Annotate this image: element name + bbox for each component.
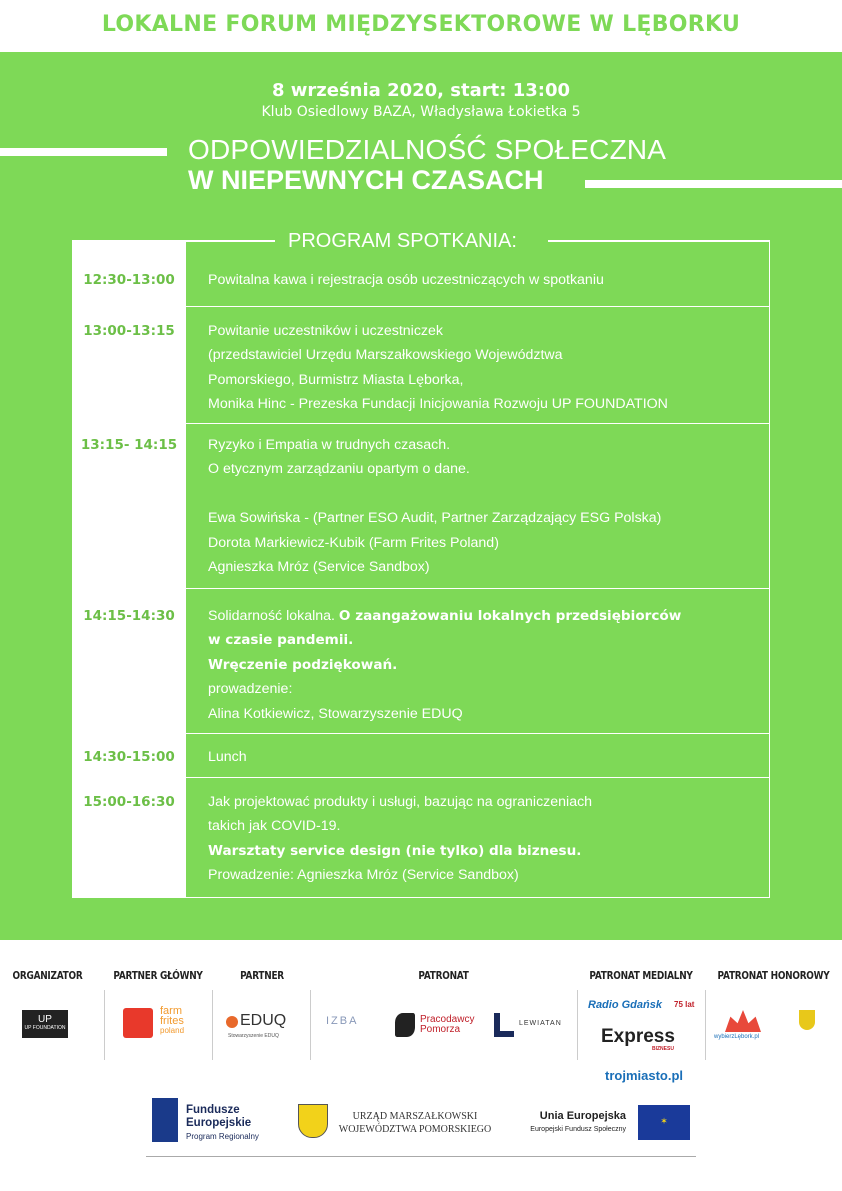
line-text: Powitalna kawa i rejestracja osób uczestniczących w spotkaniu — [208, 272, 604, 288]
line-text: Powitanie uczestników i uczestniczek — [208, 323, 443, 339]
row-time: 13:15- 14:15 — [80, 437, 178, 453]
description-line — [208, 433, 661, 457]
divider — [104, 990, 105, 1060]
divider-bar — [0, 148, 167, 156]
heading-line2: W NIEPEWNYCH CZASACH — [188, 165, 544, 195]
line-text: Pomorskiego, Burmistrz Miasta Lęborka, — [208, 371, 464, 388]
express-subtitle: BIZNESU — [652, 1046, 674, 1052]
radio-gdansk-logo: Radio Gdańsk — [588, 999, 662, 1011]
pomorskie-crest-icon — [298, 1104, 328, 1138]
line-text: prowadzenie: — [208, 681, 293, 698]
description-line — [208, 628, 681, 652]
row-description — [208, 604, 681, 726]
row-description — [208, 790, 592, 888]
divider — [310, 990, 311, 1060]
line-text: Prowadzenie: Agnieszka Mróz (Service Sandbox) — [208, 867, 519, 884]
fundusze-europejskie-logo: Fundusze Europejskie Program Regionalny — [186, 1104, 259, 1141]
description-line — [208, 368, 668, 392]
line-text: Ewa Sowińska - (Partner ESO Audit, Partner Zarządzający ESG Polska) — [208, 510, 662, 527]
lebork-icon — [725, 1010, 761, 1032]
category-partner-glowny: PARTNER GŁÓWNY — [113, 970, 203, 982]
line-bold-text: Warsztaty service design (nie tylko) dla biznesu. — [208, 842, 582, 859]
pracodawcy-icon — [395, 1013, 415, 1037]
program-row — [83, 256, 770, 306]
unia-europejska-logo: Unia Europejska Europejski Fundusz Społeczny — [530, 1110, 626, 1133]
divider-bar — [585, 180, 842, 188]
category-patronat-medialny: PATRONAT MEDIALNY — [589, 970, 693, 982]
description-line — [208, 392, 668, 416]
trojmiasto-logo: trojmiasto.pl — [605, 1068, 684, 1083]
izba-logo: IZBA — [326, 1015, 359, 1027]
box-top-line — [548, 240, 770, 242]
program-row — [83, 588, 770, 733]
description-line — [208, 863, 592, 887]
farm-frites-text: farm frites poland — [160, 1005, 185, 1035]
category-patronat-honorowy: PATRONAT HONOROWY — [717, 970, 830, 982]
footer-line — [146, 1156, 696, 1157]
line-text: Agnieszka Mróz (Service Sandbox) — [208, 558, 430, 575]
box-top-line — [186, 240, 275, 242]
divider — [705, 990, 706, 1060]
eduq-icon — [226, 1016, 238, 1028]
page-title: LOKALNE FORUM MIĘDZYSEKTOROWE W LĘBORKU — [101, 12, 741, 37]
row-description — [208, 268, 604, 292]
description-line — [208, 531, 661, 555]
description-line — [208, 702, 681, 726]
express-biznesu-logo: Express — [601, 1026, 675, 1047]
row-time: 12:30-13:00 — [83, 272, 175, 288]
up-foundation-logo: UP UP FOUNDATION — [22, 1010, 68, 1038]
program-row — [83, 777, 770, 898]
description-line — [208, 745, 247, 769]
lewiatan-logo: LEWIATAN — [519, 1020, 562, 1027]
program-row — [83, 733, 770, 777]
description-line — [208, 457, 661, 481]
lewiatan-icon — [494, 1013, 514, 1037]
category-partner: PARTNER — [240, 970, 284, 982]
row-time: 14:15-14:30 — [83, 608, 175, 624]
line-text: O etycznym zarządzaniu opartym o dane. — [208, 461, 470, 478]
line-text: Lunch — [208, 749, 247, 765]
line-bold-text: O zaangażowaniu lokalnych przedsiębiorców — [338, 608, 682, 624]
eu-flag-icon: ✶ — [638, 1105, 690, 1140]
row-description — [208, 745, 247, 769]
category-organizator: ORGANIZATOR — [12, 970, 83, 982]
description-line — [208, 604, 681, 628]
description-line — [208, 839, 592, 863]
description-line — [208, 482, 661, 506]
program-row — [80, 423, 770, 588]
divider — [212, 990, 213, 1060]
row-time: 14:30-15:00 — [83, 749, 175, 765]
row-time: 15:00-16:30 — [83, 794, 175, 810]
program-row — [83, 306, 770, 423]
event-date: 8 września 2020, start: 13:00 — [271, 80, 570, 101]
description-line — [208, 319, 668, 343]
description-line — [208, 506, 661, 530]
eduq-logo: EDUQ — [240, 1012, 287, 1029]
description-line — [208, 653, 681, 677]
line-bold-text: w czasie pandemii. — [208, 632, 354, 649]
line-text: (przedstawiciel Urzędu Marszałkowskiego Województwa — [208, 347, 563, 364]
row-time: 13:00-13:15 — [83, 323, 175, 339]
farm-frites-logo — [123, 1008, 153, 1038]
description-line — [208, 790, 592, 814]
event-address: Klub Osiedlowy BAZA, Władysława Łokietka 5 — [261, 104, 581, 120]
program-title: PROGRAM SPOTKANIA: — [288, 230, 517, 252]
divider — [577, 990, 578, 1060]
lebork-logo: wybierzLębork.pl — [714, 1034, 760, 1040]
description-line — [208, 268, 604, 292]
line-text: takich jak COVID-19. — [208, 818, 341, 835]
description-line — [208, 677, 681, 701]
pracodawcy-logo: Pracodawcy Pomorza — [420, 1014, 475, 1035]
description-line — [208, 343, 668, 367]
row-description — [208, 433, 661, 579]
urzad-marszalkowski-logo: URZĄD MARSZAŁKOWSKI WOJEWÓDZTWA POMORSKIEGO — [338, 1111, 492, 1135]
line-text: Ryzyko i Empatia w trudnych czasach. — [208, 437, 451, 453]
line-text: Solidarność lokalna. — [208, 608, 339, 624]
row-description — [208, 319, 668, 417]
description-line — [208, 555, 661, 579]
pomorskie-crest-icon — [799, 1010, 815, 1030]
fundusze-europejskie-icon — [152, 1098, 178, 1142]
heading-line1: ODPOWIEDZIALNOŚĆ SPOŁECZNA — [188, 134, 667, 165]
category-patronat: PATRONAT — [418, 970, 469, 982]
radio-75-lat: 75 lat — [674, 1000, 695, 1009]
line-text: Jak projektować produkty i usługi, bazując na ograniczeniach — [208, 794, 593, 810]
line-text: Dorota Markiewicz-Kubik (Farm Frites Poland) — [208, 534, 499, 551]
line-bold-text: Wręczenie podziękowań. — [208, 656, 398, 673]
eduq-subtitle: Stowarzyszenie EDUQ — [228, 1033, 279, 1039]
line-text: Monika Hinc - Prezeska Fundacji Inicjowania Rozwoju UP FOUNDATION — [208, 396, 668, 413]
line-text: Alina Kotkiewicz, Stowarzyszenie EDUQ — [208, 705, 463, 722]
description-line — [208, 814, 592, 838]
